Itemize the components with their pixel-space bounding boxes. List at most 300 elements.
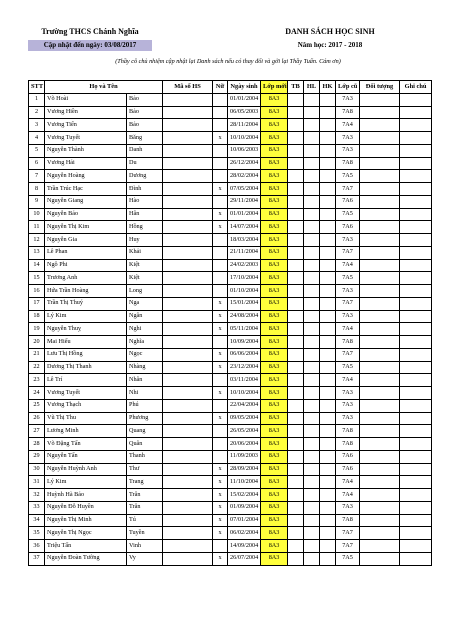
- cell-hk: [320, 438, 336, 451]
- cell-hl: [304, 387, 320, 400]
- cell-lop-cu: 7A3: [336, 310, 360, 323]
- cell-stt: 15: [29, 272, 45, 285]
- cell-hl: [304, 489, 320, 502]
- cell-ten: Hân: [127, 208, 163, 221]
- cell-hl: [304, 438, 320, 451]
- table-row: [29, 119, 432, 132]
- cell-tb: [288, 208, 304, 221]
- cell-hl: [304, 285, 320, 298]
- cell-nu: x: [213, 552, 228, 565]
- cell-stt: 3: [29, 119, 45, 132]
- cell-hk: [320, 310, 336, 323]
- cell-ma-so: [163, 106, 213, 119]
- cell-lop-cu: 7A7: [336, 540, 360, 553]
- cell-ho: Trương Anh: [45, 272, 127, 285]
- cell-lop-cu: 7A8: [336, 514, 360, 527]
- cell-hk: [320, 106, 336, 119]
- cell-ghi-chu: [400, 195, 432, 208]
- cell-ho: Mai Hiếu: [45, 336, 127, 349]
- cell-ten: Phú: [127, 399, 163, 412]
- cell-doi-tuong: [360, 310, 400, 323]
- cell-ma-so: [163, 501, 213, 514]
- cell-doi-tuong: [360, 144, 400, 157]
- student-table: [28, 80, 432, 566]
- cell-ten: Trân: [127, 501, 163, 514]
- col-tb: TB: [288, 81, 304, 94]
- cell-ten: Nghĩa: [127, 336, 163, 349]
- cell-hk: [320, 463, 336, 476]
- cell-doi-tuong: [360, 463, 400, 476]
- cell-ten: Quang: [127, 425, 163, 438]
- cell-nu: [213, 106, 228, 119]
- cell-lop-cu: 7A6: [336, 463, 360, 476]
- cell-lop-moi: 8A3: [261, 119, 288, 132]
- cell-lop-cu: 7A4: [336, 374, 360, 387]
- cell-hl: [304, 552, 320, 565]
- cell-nu: [213, 336, 228, 349]
- cell-ma-so: [163, 310, 213, 323]
- cell-ghi-chu: [400, 144, 432, 157]
- cell-hk: [320, 285, 336, 298]
- cell-ngay-sinh: 06/05/2003: [228, 106, 261, 119]
- cell-doi-tuong: [360, 106, 400, 119]
- cell-hk: [320, 93, 336, 106]
- cell-ma-so: [163, 540, 213, 553]
- cell-hk: [320, 259, 336, 272]
- cell-lop-moi: 8A3: [261, 527, 288, 540]
- cell-ngay-sinh: 01/09/2004: [228, 501, 261, 514]
- cell-ho: Lương Minh: [45, 425, 127, 438]
- cell-hl: [304, 425, 320, 438]
- cell-doi-tuong: [360, 540, 400, 553]
- cell-ghi-chu: [400, 361, 432, 374]
- col-ngay-sinh: Ngày sinh: [228, 81, 261, 94]
- page-title: DANH SÁCH HỌC SINH: [285, 27, 375, 36]
- cell-hl: [304, 412, 320, 425]
- cell-ngay-sinh: 18/03/2004: [228, 234, 261, 247]
- cell-ten: Ngọc: [127, 348, 163, 361]
- cell-doi-tuong: [360, 259, 400, 272]
- cell-hk: [320, 323, 336, 336]
- cell-tb: [288, 157, 304, 170]
- table-row: [29, 450, 432, 463]
- cell-tb: [288, 374, 304, 387]
- cell-hk: [320, 132, 336, 145]
- cell-lop-moi: 8A3: [261, 336, 288, 349]
- cell-hl: [304, 540, 320, 553]
- cell-stt: 1: [29, 93, 45, 106]
- cell-lop-moi: 8A3: [261, 489, 288, 502]
- cell-ghi-chu: [400, 425, 432, 438]
- cell-hk: [320, 552, 336, 565]
- cell-ho: Hứa Trần Hoàng: [45, 285, 127, 298]
- cell-lop-moi: 8A3: [261, 323, 288, 336]
- cell-ngay-sinh: 15/02/2004: [228, 489, 261, 502]
- cell-ho: Trần Trúc Hạc: [45, 183, 127, 196]
- cell-ho: Nguyễn Thị Ngọc: [45, 527, 127, 540]
- table-row: [29, 234, 432, 247]
- cell-ghi-chu: [400, 552, 432, 565]
- cell-ten: Băng: [127, 132, 163, 145]
- cell-ghi-chu: [400, 170, 432, 183]
- cell-ma-so: [163, 348, 213, 361]
- cell-doi-tuong: [360, 476, 400, 489]
- col-ghi-chu: Ghi chú: [400, 81, 432, 94]
- cell-lop-moi: 8A3: [261, 221, 288, 234]
- cell-ngay-sinh: 09/05/2004: [228, 412, 261, 425]
- table-row: [29, 221, 432, 234]
- cell-ghi-chu: [400, 221, 432, 234]
- cell-nu: [213, 272, 228, 285]
- cell-ngay-sinh: 05/11/2004: [228, 323, 261, 336]
- col-lop-cu: Lớp cũ: [336, 81, 360, 94]
- cell-ho: Nguyễn Thị Minh: [45, 514, 127, 527]
- cell-ten: Thanh: [127, 450, 163, 463]
- cell-ho: Vương Tuyết: [45, 132, 127, 145]
- cell-ma-so: [163, 412, 213, 425]
- cell-ngay-sinh: 29/11/2004: [228, 195, 261, 208]
- table-body: [29, 93, 432, 565]
- cell-ghi-chu: [400, 157, 432, 170]
- table-row: [29, 336, 432, 349]
- cell-lop-moi: 8A3: [261, 259, 288, 272]
- cell-stt: 8: [29, 183, 45, 196]
- table-row: [29, 501, 432, 514]
- cell-ngay-sinh: 10/06/2003: [228, 144, 261, 157]
- cell-ten: Bảo: [127, 93, 163, 106]
- cell-ma-so: [163, 93, 213, 106]
- cell-ho: Nguyễn Bảo: [45, 208, 127, 221]
- cell-lop-moi: 8A3: [261, 463, 288, 476]
- cell-ghi-chu: [400, 119, 432, 132]
- cell-ghi-chu: [400, 183, 432, 196]
- cell-ten: Quân: [127, 438, 163, 451]
- cell-doi-tuong: [360, 119, 400, 132]
- table-row: [29, 552, 432, 565]
- cell-hl: [304, 463, 320, 476]
- cell-ngay-sinh: 24/02/2003: [228, 259, 261, 272]
- cell-doi-tuong: [360, 399, 400, 412]
- cell-ma-so: [163, 208, 213, 221]
- cell-stt: 18: [29, 310, 45, 323]
- cell-doi-tuong: [360, 412, 400, 425]
- cell-hl: [304, 132, 320, 145]
- cell-hl: [304, 208, 320, 221]
- cell-lop-moi: 8A3: [261, 374, 288, 387]
- cell-ho: Ngô Phi: [45, 259, 127, 272]
- cell-ma-so: [163, 234, 213, 247]
- cell-lop-moi: 8A3: [261, 476, 288, 489]
- school-name: Trường THCS Chánh Nghĩa: [41, 27, 139, 36]
- cell-ten: Nhi: [127, 387, 163, 400]
- cell-stt: 5: [29, 144, 45, 157]
- cell-hl: [304, 272, 320, 285]
- cell-ma-so: [163, 132, 213, 145]
- cell-doi-tuong: [360, 438, 400, 451]
- cell-stt: 27: [29, 425, 45, 438]
- cell-ma-so: [163, 157, 213, 170]
- table-row: [29, 93, 432, 106]
- instruction-note: (Thầy cô chủ nhiệm cập nhật lại Danh sách nếu có thay đổi và gởi lại Thầy Tuấn. Cám ơn): [115, 58, 341, 65]
- cell-tb: [288, 501, 304, 514]
- cell-lop-cu: 7A3: [336, 144, 360, 157]
- cell-ghi-chu: [400, 310, 432, 323]
- cell-lop-cu: 7A3: [336, 132, 360, 145]
- cell-doi-tuong: [360, 323, 400, 336]
- cell-tb: [288, 106, 304, 119]
- cell-hl: [304, 246, 320, 259]
- cell-hl: [304, 93, 320, 106]
- cell-ma-so: [163, 450, 213, 463]
- cell-ngay-sinh: 26/05/2004: [228, 425, 261, 438]
- cell-ma-so: [163, 489, 213, 502]
- cell-ten: Thư: [127, 463, 163, 476]
- cell-ho: Lưu Thị Hồng: [45, 348, 127, 361]
- cell-ten: Du: [127, 157, 163, 170]
- cell-lop-cu: 7A7: [336, 348, 360, 361]
- cell-ngay-sinh: 03/11/2004: [228, 374, 261, 387]
- cell-ma-so: [163, 246, 213, 259]
- cell-ghi-chu: [400, 234, 432, 247]
- cell-hk: [320, 527, 336, 540]
- cell-ho: Nguyễn Thuỵ: [45, 323, 127, 336]
- cell-ghi-chu: [400, 501, 432, 514]
- cell-lop-moi: 8A3: [261, 234, 288, 247]
- cell-ghi-chu: [400, 527, 432, 540]
- cell-nu: [213, 450, 228, 463]
- cell-tb: [288, 285, 304, 298]
- cell-hl: [304, 361, 320, 374]
- cell-lop-cu: 7A6: [336, 221, 360, 234]
- table-row: [29, 438, 432, 451]
- cell-nu: x: [213, 514, 228, 527]
- cell-nu: [213, 259, 228, 272]
- cell-hk: [320, 501, 336, 514]
- cell-ma-so: [163, 336, 213, 349]
- table-row: [29, 259, 432, 272]
- cell-hl: [304, 259, 320, 272]
- cell-nu: [213, 119, 228, 132]
- cell-nu: [213, 234, 228, 247]
- cell-ten: Trân: [127, 489, 163, 502]
- cell-stt: 19: [29, 323, 45, 336]
- cell-lop-moi: 8A3: [261, 540, 288, 553]
- cell-nu: x: [213, 183, 228, 196]
- cell-lop-cu: 7A6: [336, 450, 360, 463]
- cell-ngay-sinh: 17/10/2004: [228, 272, 261, 285]
- cell-stt: 9: [29, 195, 45, 208]
- cell-doi-tuong: [360, 527, 400, 540]
- cell-tb: [288, 221, 304, 234]
- cell-ma-so: [163, 272, 213, 285]
- cell-ten: Nghi: [127, 323, 163, 336]
- cell-ten: Vinh: [127, 540, 163, 553]
- cell-nu: [213, 285, 228, 298]
- cell-ghi-chu: [400, 463, 432, 476]
- cell-stt: 10: [29, 208, 45, 221]
- cell-lop-moi: 8A3: [261, 195, 288, 208]
- cell-lop-cu: 7A4: [336, 259, 360, 272]
- table-row: [29, 272, 432, 285]
- cell-doi-tuong: [360, 132, 400, 145]
- cell-doi-tuong: [360, 246, 400, 259]
- cell-lop-cu: 7A8: [336, 425, 360, 438]
- cell-ten: Vy: [127, 552, 163, 565]
- cell-hk: [320, 450, 336, 463]
- cell-hl: [304, 336, 320, 349]
- cell-ghi-chu: [400, 450, 432, 463]
- col-ho-ten: Họ và Tên: [45, 81, 163, 94]
- cell-doi-tuong: [360, 195, 400, 208]
- cell-doi-tuong: [360, 425, 400, 438]
- cell-ngay-sinh: 11/10/2004: [228, 476, 261, 489]
- cell-lop-moi: 8A3: [261, 272, 288, 285]
- cell-tb: [288, 438, 304, 451]
- cell-lop-cu: 7A3: [336, 501, 360, 514]
- cell-lop-moi: 8A3: [261, 157, 288, 170]
- update-date: Cập nhật đến ngày: 03/08/2017: [28, 40, 152, 51]
- cell-tb: [288, 552, 304, 565]
- cell-ho: Lê Phan: [45, 246, 127, 259]
- cell-hk: [320, 297, 336, 310]
- cell-ma-so: [163, 221, 213, 234]
- cell-ngay-sinh: 14/07/2004: [228, 221, 261, 234]
- table-header-row: [29, 81, 432, 94]
- cell-stt: 37: [29, 552, 45, 565]
- cell-lop-moi: 8A3: [261, 106, 288, 119]
- cell-hk: [320, 540, 336, 553]
- cell-stt: 26: [29, 412, 45, 425]
- table-row: [29, 157, 432, 170]
- cell-ghi-chu: [400, 399, 432, 412]
- cell-ma-so: [163, 144, 213, 157]
- cell-hl: [304, 310, 320, 323]
- cell-hk: [320, 374, 336, 387]
- cell-stt: 16: [29, 285, 45, 298]
- cell-ma-so: [163, 387, 213, 400]
- cell-ngay-sinh: 26/07/2004: [228, 552, 261, 565]
- cell-doi-tuong: [360, 489, 400, 502]
- cell-lop-cu: 7A6: [336, 195, 360, 208]
- cell-hl: [304, 450, 320, 463]
- cell-ghi-chu: [400, 208, 432, 221]
- cell-hl: [304, 399, 320, 412]
- cell-lop-moi: 8A3: [261, 450, 288, 463]
- cell-nu: [213, 93, 228, 106]
- cell-lop-cu: 7A4: [336, 119, 360, 132]
- cell-hk: [320, 425, 336, 438]
- cell-ten: Kiệt: [127, 272, 163, 285]
- cell-lop-cu: 7A4: [336, 323, 360, 336]
- cell-ho: Vũ Thị Thu: [45, 412, 127, 425]
- cell-ngay-sinh: 10/09/2004: [228, 336, 261, 349]
- cell-lop-moi: 8A3: [261, 93, 288, 106]
- cell-doi-tuong: [360, 514, 400, 527]
- table-row: [29, 285, 432, 298]
- cell-lop-cu: 7A3: [336, 399, 360, 412]
- cell-hk: [320, 221, 336, 234]
- cell-tb: [288, 489, 304, 502]
- cell-ngay-sinh: 28/11/2004: [228, 119, 261, 132]
- cell-ma-so: [163, 438, 213, 451]
- cell-ngay-sinh: 01/01/2004: [228, 93, 261, 106]
- cell-hl: [304, 170, 320, 183]
- table-row: [29, 387, 432, 400]
- cell-doi-tuong: [360, 361, 400, 374]
- cell-ho: Nguyễn Gia: [45, 234, 127, 247]
- cell-hl: [304, 501, 320, 514]
- cell-ngay-sinh: 14/09/2004: [228, 540, 261, 553]
- cell-tb: [288, 144, 304, 157]
- cell-stt: 12: [29, 234, 45, 247]
- cell-hl: [304, 514, 320, 527]
- cell-hk: [320, 387, 336, 400]
- cell-tb: [288, 514, 304, 527]
- cell-hk: [320, 234, 336, 247]
- cell-tb: [288, 399, 304, 412]
- cell-hl: [304, 195, 320, 208]
- cell-ghi-chu: [400, 246, 432, 259]
- cell-ma-so: [163, 374, 213, 387]
- cell-ma-so: [163, 259, 213, 272]
- cell-ten: Hồng: [127, 221, 163, 234]
- cell-ma-so: [163, 527, 213, 540]
- cell-ghi-chu: [400, 438, 432, 451]
- cell-ho: Vương Hải: [45, 157, 127, 170]
- cell-ten: Long: [127, 285, 163, 298]
- cell-stt: 20: [29, 336, 45, 349]
- cell-hk: [320, 246, 336, 259]
- cell-ghi-chu: [400, 489, 432, 502]
- cell-hl: [304, 234, 320, 247]
- cell-ho: Vương Tiến: [45, 119, 127, 132]
- cell-ngay-sinh: 11/09/2003: [228, 450, 261, 463]
- cell-stt: 22: [29, 361, 45, 374]
- cell-ngay-sinh: 10/10/2004: [228, 132, 261, 145]
- cell-tb: [288, 463, 304, 476]
- cell-ghi-chu: [400, 132, 432, 145]
- cell-ten: Dương: [127, 170, 163, 183]
- col-hk: HK: [320, 81, 336, 94]
- cell-ho: Lê Trí: [45, 374, 127, 387]
- cell-doi-tuong: [360, 348, 400, 361]
- cell-ho: Vương Hiền: [45, 106, 127, 119]
- cell-lop-cu: 7A4: [336, 489, 360, 502]
- cell-tb: [288, 527, 304, 540]
- cell-ghi-chu: [400, 476, 432, 489]
- cell-lop-cu: 7A3: [336, 234, 360, 247]
- cell-ho: Lý Kim: [45, 476, 127, 489]
- cell-nu: x: [213, 221, 228, 234]
- cell-ten: Tú: [127, 514, 163, 527]
- cell-ghi-chu: [400, 297, 432, 310]
- cell-ho: Triệu Tấn: [45, 540, 127, 553]
- cell-doi-tuong: [360, 387, 400, 400]
- cell-hk: [320, 157, 336, 170]
- cell-hk: [320, 195, 336, 208]
- cell-hk: [320, 208, 336, 221]
- cell-lop-moi: 8A3: [261, 297, 288, 310]
- cell-ma-so: [163, 361, 213, 374]
- cell-tb: [288, 323, 304, 336]
- cell-doi-tuong: [360, 272, 400, 285]
- cell-nu: [213, 425, 228, 438]
- cell-ngay-sinh: 26/12/2004: [228, 157, 261, 170]
- cell-ho: Nguyễn Đoàn Tường: [45, 552, 127, 565]
- cell-stt: 29: [29, 450, 45, 463]
- cell-stt: 28: [29, 438, 45, 451]
- cell-ghi-chu: [400, 514, 432, 527]
